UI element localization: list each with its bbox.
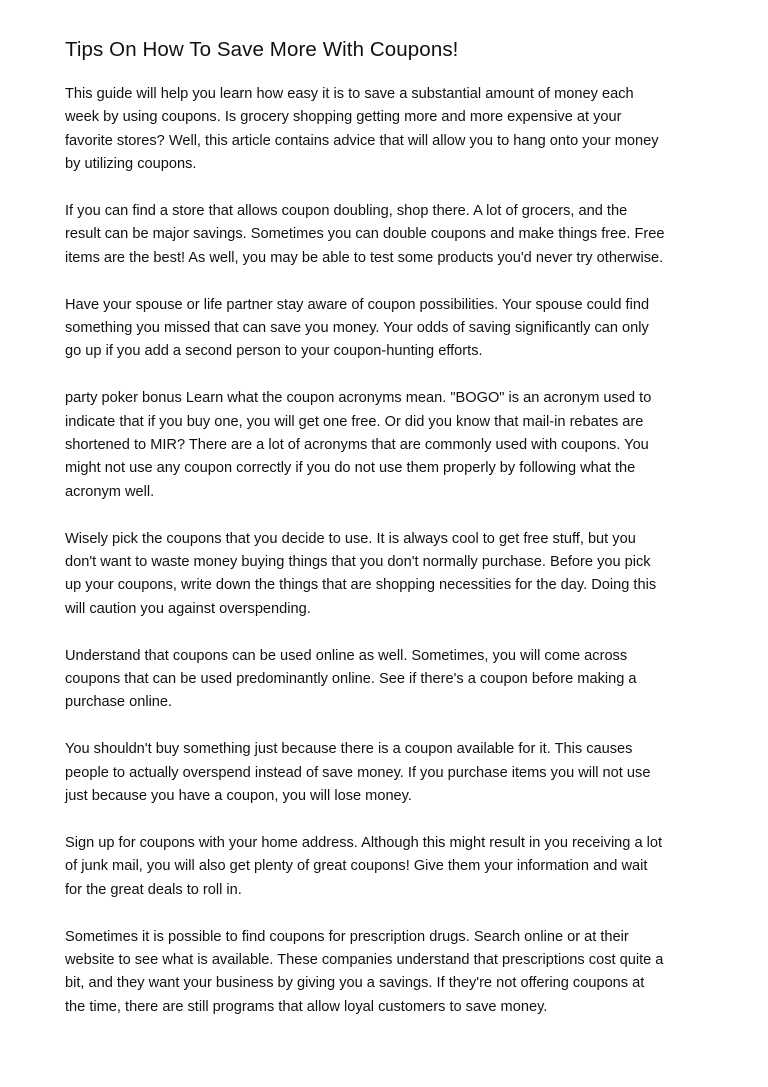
paragraph-line: indicate that if you buy one, you will get one free. Or did you know that mail-in rebates are <box>65 413 644 430</box>
paragraph-list <box>65 83 715 1019</box>
paragraph-line: coupons that can be used predominantly online. See if there's a coupon before making a <box>65 671 637 688</box>
paragraph-line: Sign up for coupons with your home address. Although this might result in you receiving a lot <box>65 834 663 851</box>
paragraph-line: might not use any coupon correctly if you do not use them properly by following what the <box>65 460 636 477</box>
paragraph-line: by utilizing coupons. <box>65 156 197 173</box>
paragraph <box>65 926 715 1020</box>
paragraph-line: favorite stores? Well, this article contains advice that will allow you to hang onto your money <box>65 132 659 149</box>
paragraph-line: just because you have a coupon, you will lose money. <box>65 788 412 805</box>
paragraph-line: items are the best! As well, you may be able to test some products you'd never try otherwise. <box>65 249 664 266</box>
paragraph-line: go up if you add a second person to your coupon-hunting efforts. <box>65 343 483 360</box>
document-page <box>65 36 715 1043</box>
paragraph-line: Have your spouse or life partner stay aware of coupon possibilities. Your spouse could find <box>65 296 650 313</box>
paragraph <box>65 528 715 622</box>
paragraph-line: the time, there are still programs that allow loyal customers to save money. <box>65 998 548 1015</box>
document-title: Tips On How To Save More With Coupons! <box>65 38 459 61</box>
paragraph-line: Understand that coupons can be used online as well. Sometimes, you will come across <box>65 647 628 664</box>
paragraph-line: acronym well. <box>65 483 155 500</box>
paragraph-line: If you can find a store that allows coupon doubling, shop there. A lot of grocers, and the <box>65 203 628 220</box>
paragraph-line: for the great deals to roll in. <box>65 881 242 898</box>
paragraph-line: Wisely pick the coupons that you decide to use. It is always cool to get free stuff, but you <box>65 530 636 547</box>
paragraph-line: people to actually overspend instead of save money. If you purchase items you will not use <box>65 764 651 781</box>
paragraph-line: up your coupons, write down the things that are shopping necessities for the day. Doing this <box>65 577 657 594</box>
paragraph <box>65 200 715 270</box>
paragraph-line: result can be major savings. Sometimes you can double coupons and make things free. Free <box>65 226 665 243</box>
paragraph-line: Sometimes it is possible to find coupons for prescription drugs. Search online or at their <box>65 928 629 945</box>
paragraph-line: week by using coupons. Is grocery shopping getting more and more expensive at your <box>65 109 622 126</box>
paragraph <box>65 738 715 808</box>
paragraph-line: You shouldn't buy something just because there is a coupon available for it. This causes <box>65 741 633 758</box>
paragraph-line: don't want to waste money buying things that you don't normally purchase. Before you pick <box>65 554 651 571</box>
paragraph-line: something you missed that can save you money. Your odds of saving significantly can only <box>65 320 649 337</box>
paragraph <box>65 294 715 364</box>
paragraph-line: shortened to MIR? There are a lot of acronyms that are commonly used with coupons. You <box>65 437 649 454</box>
paragraph-line: purchase online. <box>65 694 173 711</box>
paragraph-line: of junk mail, you will also get plenty of great coupons! Give them your information and wait <box>65 858 648 875</box>
paragraph-line: will caution you against overspending. <box>65 600 311 617</box>
paragraph-line: bit, and they want your business by giving you a savings. If they're not offering coupons at <box>65 975 645 992</box>
paragraph <box>65 832 715 902</box>
paragraph <box>65 387 715 504</box>
paragraph <box>65 83 715 177</box>
paragraph-line: party poker bonus Learn what the coupon acronyms mean. "BOGO" is an acronym used to <box>65 390 652 407</box>
paragraph <box>65 645 715 715</box>
paragraph-line: This guide will help you learn how easy it is to save a substantial amount of money each <box>65 86 634 102</box>
paragraph-line: website to see what is available. These companies understand that prescriptions cost quite a <box>65 951 664 968</box>
